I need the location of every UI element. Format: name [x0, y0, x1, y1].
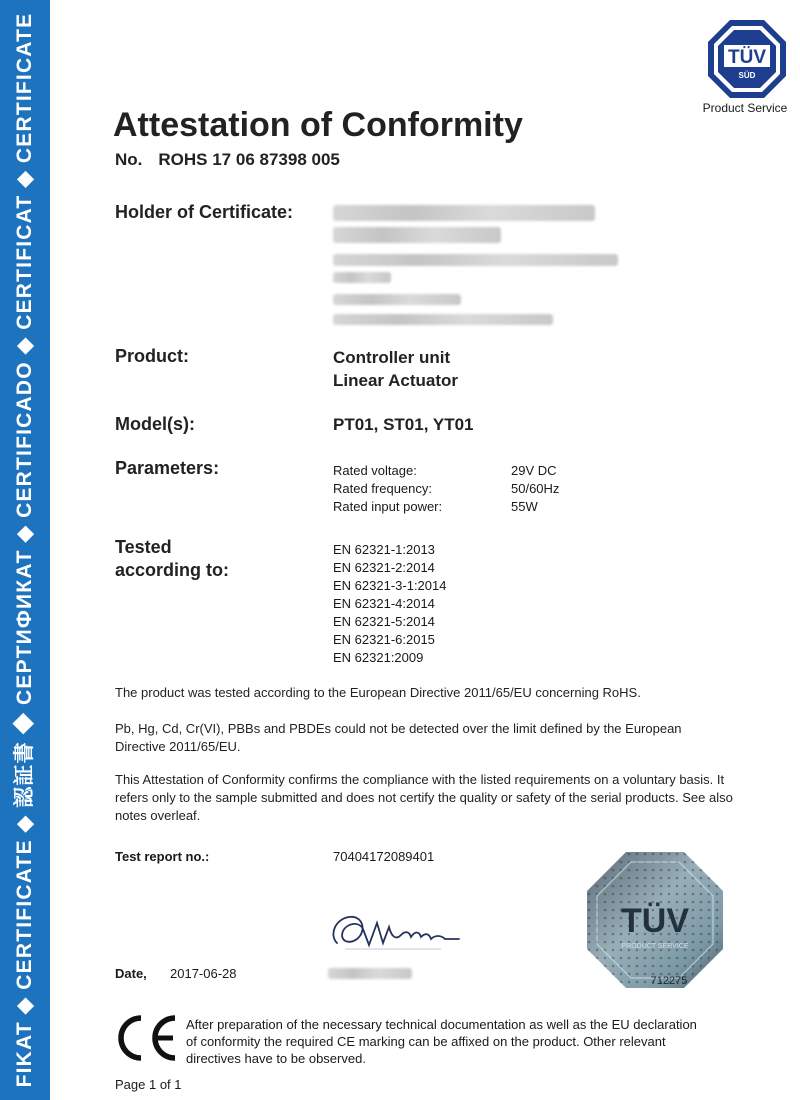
standard-item: EN 62321-6:2015	[333, 632, 435, 647]
standard-item: EN 62321-2:2014	[333, 560, 435, 575]
signer-name-redacted	[328, 968, 412, 979]
parameters-label: Parameters:	[115, 458, 220, 478]
parameter-value: 55W	[511, 499, 538, 514]
date-value: 2017-06-28	[170, 966, 237, 981]
test-report-label: Test report no.:	[115, 849, 210, 864]
models-value: PT01, ST01, YT01	[333, 415, 474, 434]
ce-mark-icon	[113, 1013, 179, 1063]
certificate-sidebar-band	[0, 0, 50, 1100]
document-title: Attestation of Conformity	[113, 106, 523, 144]
logo-subtext: SÜD	[738, 71, 756, 80]
standard-item: EN 62321:2009	[333, 650, 424, 665]
standards-list	[333, 541, 446, 667]
page-number: Page 1 of 1	[115, 1077, 182, 1092]
parameter-row	[333, 462, 559, 480]
product-line-2: Linear Actuator	[333, 371, 459, 390]
hologram-subtext: PRODUCT SERVICE	[621, 943, 689, 950]
standard-item: EN 62321-1:2013	[333, 542, 435, 557]
rohs-statement: The product was tested according to the European Directive 2011/65/EU concerning RoHS.	[115, 685, 641, 700]
date-label: Date,	[115, 966, 147, 981]
parameter-name: Rated voltage:	[333, 463, 417, 478]
parameter-row	[333, 498, 559, 516]
product-line-1: Controller unit	[333, 348, 451, 367]
hologram-text: TÜV	[621, 902, 689, 940]
tested-label-line-2: according to:	[115, 560, 230, 580]
parameter-row	[333, 480, 559, 498]
substances-statement: Pb, Hg, Cd, Cr(VI), PBBs and PBDEs could not be detected over the limit defined by the European Directive 2011/65/EU.	[115, 721, 682, 754]
hologram-number: 712275	[650, 975, 688, 987]
certificate-number	[115, 150, 340, 170]
product-label: Product:	[115, 346, 189, 366]
parameters-table	[333, 462, 559, 516]
signature	[325, 905, 465, 960]
certificate-number-value: ROHS 17 06 87398 005	[158, 150, 340, 169]
standard-item: EN 62321-3-1:2014	[333, 578, 447, 593]
ce-marking-statement: After preparation of the necessary technical documentation as well as the EU declaration of conformity the required CE marking can be affixed on the product. Other relevant directives have to be observed.	[186, 1017, 697, 1066]
tuv-sud-logo	[706, 18, 788, 100]
logo-text: TÜV	[728, 47, 766, 68]
parameter-name: Rated frequency:	[333, 481, 433, 496]
parameter-name: Rated input power:	[333, 499, 443, 514]
tuv-hologram-seal	[585, 850, 725, 990]
sidebar-text: FIKAT ◆ CERTIFICATE ◆ 認証書 ◆ СЕРТИФИКАТ ◆ CERTIFICADO ◆ CERTIFICAT ◆ CERTIFICATE	[13, 12, 36, 1088]
parameter-value: 50/60Hz	[511, 481, 560, 496]
certificate-number-label: No.	[115, 150, 143, 169]
test-report-number: 70404172089401	[333, 849, 435, 864]
parameter-value: 29V DC	[511, 463, 557, 478]
product-service-label: Product Service	[702, 101, 788, 115]
attestation-statement: This Attestation of Conformity confirms the compliance with the listed requirements on a voluntary basis. It refers only to the sample submitted and does not certify the quality or safety of the serial products. See also notes overleaf.	[115, 772, 733, 823]
standard-item: EN 62321-4:2014	[333, 596, 435, 611]
holder-label: Holder of Certificate:	[115, 202, 294, 222]
tested-label-line-1: Tested	[115, 537, 172, 557]
standard-item: EN 62321-5:2014	[333, 614, 435, 629]
models-label: Model(s):	[115, 414, 195, 434]
